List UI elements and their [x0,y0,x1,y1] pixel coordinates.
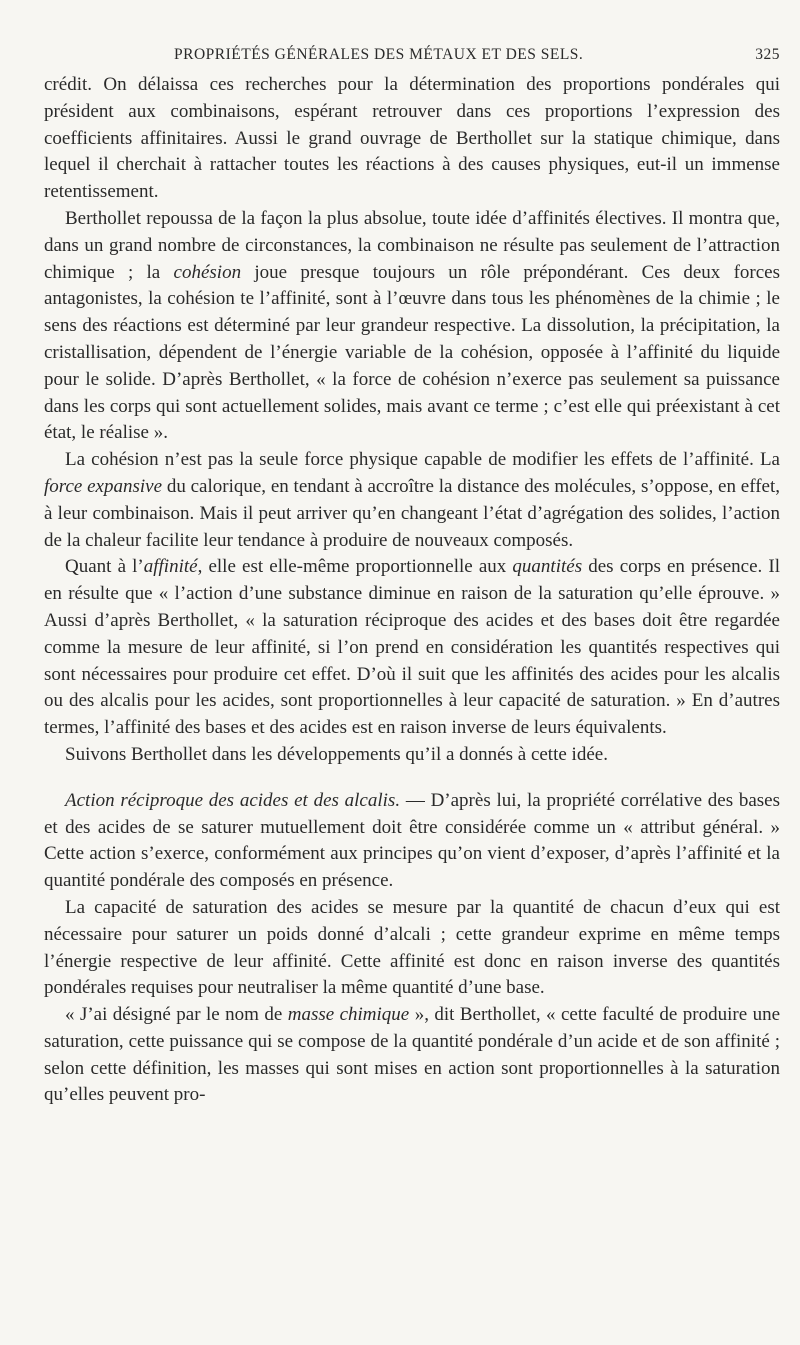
page-number: 325 [755,46,780,63]
text-run: Quant à l’ [65,556,144,578]
text-run: La capacité de saturation des acides se mesure par la quantité de chacun d’eux qui est nécessaire pour saturer un poids donné d’alcali ; cette grandeur exprime en même temps l’énergie respective de leur affinité. Cette affinité est donc en raison inverse des quantités pondérales requises pour neutraliser la même quantité d’une base. [44,896,780,999]
text-run: Berthollet repoussa de la façon la plus absolue, toute idée d’affinités électives. Il montra que, dans un grand nombre de circonstances, la combinaison ne résulte pas seulement de l’attraction chimique ; la [44,207,780,283]
text-run: crédit. On délaissa ces recherches pour la détermination des proportions pondérales qui président aux combinaisons, espérant retrouver dans ces proportions l’expression des coefficients affinitaires. Aussi le grand ouvrage de Berthollet sur la statique chimique, dans lequel il cherchait à rattacher toutes les réactions à des causes physiques, eut-il un immense retentissement. [44,74,780,203]
italic-phrase: Action réciproque des acides et des alcalis. [65,789,401,811]
paragraph [44,447,780,554]
text-run: La cohésion n’est pas la seule force physique capable de modifier les effets de l’affinité. La [65,449,780,471]
paragraph [44,742,780,769]
italic-phrase: affinité [143,556,198,578]
paragraph [44,72,780,206]
paragraph [44,206,780,447]
text-run: », dit Berthollet, « cette faculté de produire une saturation, cette puissance qui se compose de la quantité pondérale d’un acide et de son affinité ; selon cette définition, les masses qui sont mises en action sont proportionnelles à la saturation qu’elles peuvent pro- [44,1004,780,1106]
body-text [44,72,780,1109]
text-run: Suivons Berthollet dans les développements qu’il a donnés à cette idée. [65,743,608,765]
text-run: « J’ai désigné par le nom de [65,1004,288,1026]
running-title: PROPRIÉTÉS GÉNÉRALES DES MÉTAUX ET DES SELS. [174,46,584,63]
text-run: — D’après lui, la propriété corrélative des bases et des acides de se saturer mutuellement doit être considérée comme un « attribut général. » Cette action s’exerce, conformément aux principes qu’on vient d’exposer, d’après l’affinité et la quantité pondérale des composés en présence. [44,789,780,892]
text-run: du calorique, en tendant à accroître la distance des molécules, s’oppose, en effet, à leur combinaison. Mais il peut arriver qu’en changeant l’état d’agrégation des solides, l’action de la chaleur facilite leur tendance à produire de nouveaux composés. [44,475,780,551]
italic-phrase: force expansive [44,475,163,497]
text-run: des corps en présence. Il en résulte que « l’action d’une substance diminue en raison de la saturation qu’elle éprouve. » Aussi d’après Berthollet, « la saturation réciproque des acides et des bases doit être regardée comme la mesure de leur affinité, si l’on prend en considération les quantités respectives qui sont nécessaires pour produire cet effet. D’où il suit que les affinités des acides pour les alcalis ou des alcalis pour les acides, sont proportionnelles à leur capacité de saturation. » En d’autres termes, l’affinité des bases et des acides est en raison inverse de leurs équivalents. [44,556,780,739]
italic-phrase: cohésion [173,261,242,283]
page-header [44,46,780,72]
italic-phrase: quantités [512,556,583,578]
text-run: joue presque toujours un rôle prépondérant. Ces deux forces antagonistes, la cohésion te l’affinité, sont à l’œuvre dans tous les phénomènes de la chimie ; le sens des réactions est déterminé par leur grandeur respective. La dissolution, la précipitation, la cristallisation, dépendent de l’énergie variable de la cohésion, opposée à l’affinité du liquide pour le solide. D’après Berthollet, « la force de cohésion n’exerce pas seulement sa puissance dans les corps qui sont actuellement solides, mais avant ce terme ; c’est elle qui préexistant à cet état, le réalise ». [44,261,780,444]
paragraph [44,1002,780,1109]
text-run: , elle est elle-même proportionnelle aux [197,556,513,578]
paragraph [44,554,780,742]
section-paragraph [44,788,780,895]
italic-phrase: masse chimique [287,1004,410,1026]
paragraph [44,895,780,1002]
